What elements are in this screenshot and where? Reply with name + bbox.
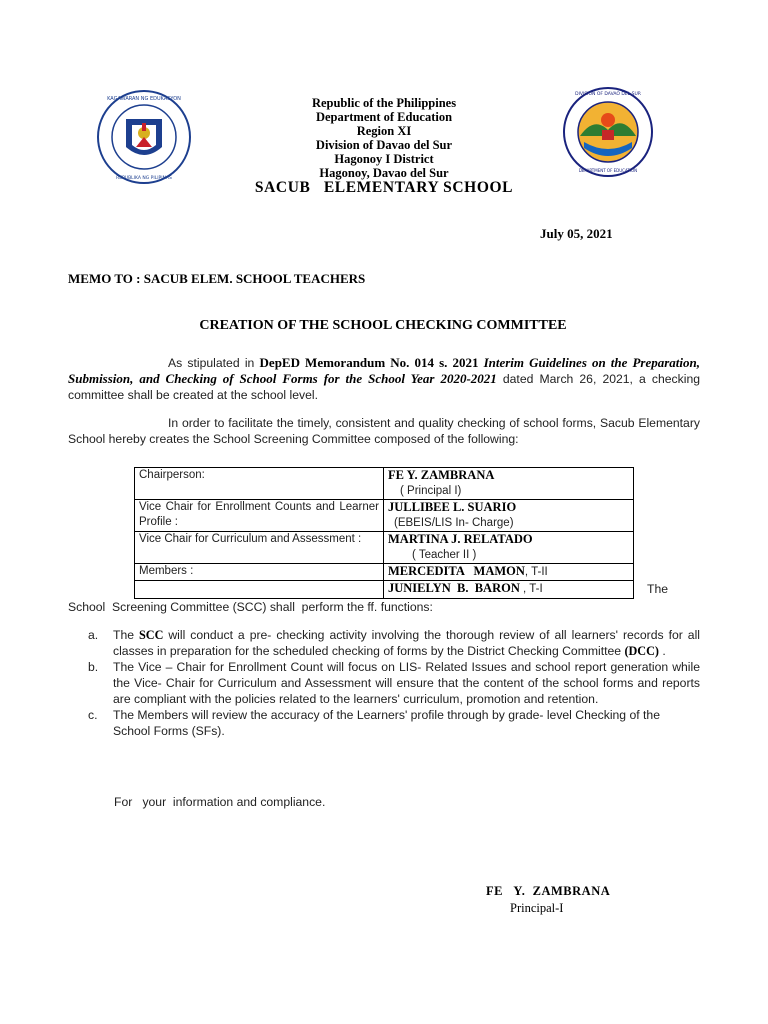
member-name: FE Y. ZAMBRANA	[388, 468, 495, 482]
intro-paragraph	[68, 355, 700, 403]
memo-title: CREATION OF THE SCHOOL CHECKING COMMITTEE	[199, 318, 567, 333]
member-position: ( Principal I)	[400, 485, 462, 497]
list-marker: c.	[88, 708, 98, 722]
member-name: MERCEDITA MAMON	[388, 564, 525, 578]
role-cell: Members :	[135, 564, 384, 581]
member-name: MARTINA J. RELATADO	[388, 532, 533, 546]
intro-post: dated March 26, 2021, a checking committee shall be created at the school level.	[68, 372, 700, 402]
deped-seal-bottom-text: REPUBLIKA NG PILIPINAS	[116, 176, 172, 181]
function-text: will conduct a pre- checking activity involving the thorough review of all learners' records for all classes in preparation for the scheduled checking of forms by the District Checking Committee	[113, 628, 700, 658]
member-name: JUNIELYN B. BARON	[388, 581, 520, 595]
list-item	[88, 707, 700, 739]
division-seal-bottom-text: DEPARTMENT OF EDUCATION	[578, 168, 638, 173]
member-position: (EBEIS/LIS In- Charge)	[394, 517, 514, 529]
letterhead-line: Division of Davao del Sur	[315, 137, 453, 152]
list-marker: a.	[88, 628, 99, 642]
role-cell: Vice Chair for Curriculum and Assessment :	[135, 532, 384, 564]
signatory-name: FE Y. ZAMBRANA	[486, 884, 611, 898]
member-cell	[384, 564, 634, 581]
role-cell	[135, 581, 384, 599]
letterhead-line: Republic of the Philippines	[311, 96, 457, 110]
member-position: ( Teacher II )	[412, 549, 477, 561]
division-seal-top-text: DIVISION OF DAVAO DEL SUR	[575, 92, 641, 97]
list-item	[88, 659, 700, 707]
function-bold: (DCC)	[624, 644, 659, 658]
member-cell	[384, 532, 634, 564]
table-row	[135, 500, 634, 532]
function-text: The Vice – Chair for Enrollment Count will focus on LIS- Related Issues and school report generation while the Vice- Chair for Curriculum and Assessment will ensure that the content of the school forms and reports are compliant with the policies related to the learners' curriculum, promotion and retention.	[113, 660, 700, 706]
table-row	[135, 532, 634, 564]
letterhead-line: Hagonoy I District	[334, 151, 434, 166]
closing-line: For your information and compliance.	[114, 795, 326, 809]
list-marker: b.	[88, 660, 99, 674]
intro-pre: As stipulated in	[168, 356, 260, 370]
letterhead-line: Region XI	[356, 123, 412, 138]
purpose-text: In order to facilitate the timely, consistent and quality checking of school forms, Sacub Elementary School hereby creates the School Screening Committee composed of the following:	[68, 416, 700, 446]
letterhead	[150, 97, 618, 180]
function-text: .	[658, 644, 666, 658]
member-grade: , T-II	[524, 566, 548, 578]
function-text: The Members will review the accuracy of the Learners' profile through by grade- level Checking of the School Forms (SFs).	[113, 708, 660, 738]
list-item	[88, 627, 700, 659]
letterhead-line: Department of Education	[315, 109, 453, 124]
functions-list	[88, 627, 700, 739]
member-cell	[384, 581, 634, 599]
memo-recipient: MEMO TO : SACUB ELEM. SCHOOL TEACHERS	[68, 271, 366, 286]
table-row	[135, 564, 634, 581]
memo-date: July 05, 2021	[540, 226, 613, 241]
table-row	[135, 468, 634, 500]
function-bold: SCC	[138, 628, 164, 642]
table-row	[135, 581, 634, 599]
memo-reference: DepED Memorandum No. 014 s. 2021	[259, 355, 479, 370]
continuation-word: The	[647, 582, 669, 596]
member-cell	[384, 468, 634, 500]
signatory-position: Principal-I	[510, 901, 564, 915]
member-grade: , T-I	[519, 583, 543, 595]
member-name: JULLIBEE L. SUARIO	[388, 500, 517, 514]
committee-table	[134, 467, 634, 599]
guidelines-title: Interim Guidelines on the Preparation, Submission, and Checking of School Forms for the School Year 2020-2021	[68, 355, 700, 386]
function-text: The	[113, 628, 139, 642]
deped-seal-top-text: KAGAWARAN NG EDUKASYON	[107, 96, 181, 102]
member-cell	[384, 500, 634, 532]
school-name: SACUB ELEMENTARY SCHOOL	[254, 179, 514, 196]
letterhead-line: Hagonoy, Davao del Sur	[319, 165, 449, 180]
functions-intro: School Screening Committee (SCC) shall perform the ff. functions:	[68, 600, 433, 614]
role-cell: Vice Chair for Enrollment Counts and Learner Profile :	[135, 500, 384, 532]
purpose-paragraph	[68, 415, 700, 447]
role-cell: Chairperson:	[135, 468, 384, 500]
